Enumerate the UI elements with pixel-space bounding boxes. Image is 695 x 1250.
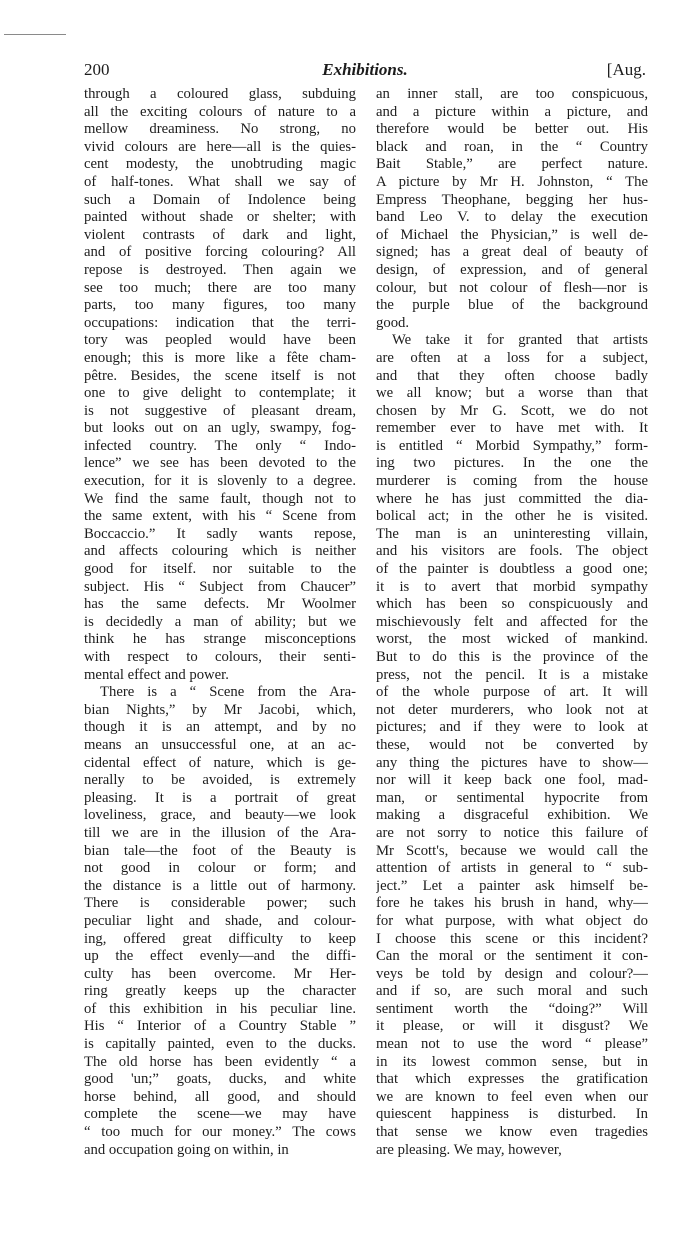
text-line: mean not to use the word “ please”	[376, 1036, 648, 1053]
text-line: see too much; there are too many	[84, 279, 356, 296]
text-line: of the painter is doubtless a good one;	[376, 561, 648, 578]
text-line: good.	[376, 314, 410, 331]
text-line: think he has strange misconceptions	[84, 631, 356, 648]
text-line: all the exciting colours of nature to a	[84, 103, 356, 120]
text-line: bolical act; in the other he is visited.	[376, 508, 648, 525]
text-line: it please, or will it disgust? We	[376, 1018, 648, 1035]
text-line: tory was peopled would have been	[84, 332, 356, 349]
text-line: mental effect and power.	[84, 666, 229, 683]
text-line: in its lowest common sense, but in	[376, 1053, 648, 1070]
text-line: signed; has a great deal of beauty of	[376, 244, 648, 261]
text-line: enough; this is more like a fête cham-	[84, 349, 356, 366]
text-line: veys be told by design and colour?—	[376, 965, 648, 982]
text-line: for what purpose, with what object do	[376, 912, 648, 929]
text-line: and of positive forcing colouring? All	[84, 244, 356, 261]
text-line: of Michael the Physician,” is well de-	[376, 226, 648, 243]
text-line: and if so, are such moral and such	[376, 983, 648, 1000]
text-line: is capitally painted, even to the ducks.	[84, 1036, 356, 1053]
text-line: though it is an attempt, and by no	[84, 719, 356, 736]
text-line: murderer is coming from the house	[376, 473, 648, 490]
text-line: mellow dreaminess. No strong, no	[84, 121, 356, 138]
text-line: of this exhibition in his peculiar line.	[84, 1000, 356, 1017]
text-line: are not sorry to notice this failure of	[376, 824, 648, 841]
text-line: the distance is a little out of harmony.	[84, 877, 356, 894]
text-line: “ too much for our money.” The cows	[84, 1124, 356, 1141]
text-line: up the effect evenly—and the diffi-	[84, 948, 356, 965]
text-line: such a Domain of Indolence being	[84, 191, 356, 208]
text-line: through a coloured glass, subduing	[84, 86, 356, 102]
text-line: is entitled “ Morbid Sympathy,” form-	[376, 437, 648, 454]
text-line: ing two pictures. In the one the	[376, 455, 648, 472]
text-line: that which expresses the gratification	[376, 1071, 648, 1088]
text-line: that sense we know even tragedies	[376, 1124, 648, 1141]
text-line: Boccaccio.” It sadly wants repose,	[84, 525, 356, 542]
text-line: it is to avert that morbid sympathy	[376, 578, 648, 595]
text-line: violent contrasts of dark and light,	[84, 226, 356, 243]
text-line: and his visitors are fools. The object	[376, 543, 648, 560]
text-line: horse behind, all good, and should	[84, 1088, 356, 1105]
text-line: where he has just committed the dia-	[376, 490, 648, 507]
text-line: pictures; and if they were to look at	[376, 719, 648, 736]
top-rule	[4, 34, 66, 35]
text-line: these, would not be converted by	[376, 736, 648, 753]
text-line: good for itself. nor suitable to the	[84, 561, 356, 578]
text-line: execution, for it is slovenly to a degree.	[84, 473, 356, 490]
text-line: and a picture within a picture, and	[376, 103, 648, 120]
text-line: I choose this scene or this incident?	[376, 930, 648, 947]
text-line: colour, but not colour of flesh—nor is	[376, 279, 648, 296]
text-line: we are known to feel even when our	[376, 1088, 648, 1105]
text-line: any thing the pictures have to show—	[376, 754, 648, 771]
text-line: and that they often choose badly	[376, 367, 648, 384]
text-line: repose is destroyed. Then again we	[84, 261, 356, 278]
text-line: Empress Theophane, begging her hus-	[376, 191, 648, 208]
text-line: band Leo V. to delay the execution	[376, 209, 648, 226]
text-line: Mr Scott's, because we would call the	[376, 842, 648, 859]
text-line: therefore would be better out. His	[376, 121, 648, 138]
text-line: are often at a loss for a subject,	[376, 349, 648, 366]
text-line: of the whole purpose of art. It will	[376, 684, 648, 701]
text-line: nerally to be avoided, is extremely	[84, 772, 356, 789]
text-line: the same extent, with his “ Scene from	[84, 508, 356, 525]
text-line: pêtre. Besides, the scene itself is not	[84, 367, 356, 384]
right-column	[376, 86, 648, 1159]
text-line: Bait Stable,” are perfect nature.	[376, 156, 648, 173]
text-line: His “ Interior of a Country Stable ”	[84, 1018, 356, 1035]
text-line: is decidedly a man of ability; but we	[84, 613, 356, 630]
text-line: ring greatly keeps up the character	[84, 983, 356, 1000]
text-line: worst, the most wicked of mankind.	[376, 631, 648, 648]
text-line: remember ever to have met with. It	[376, 420, 648, 437]
page-number: 200	[84, 60, 110, 79]
text-line: pleasing. It is a portrait of great	[84, 789, 356, 806]
text-line: But to do this is the province of the	[376, 649, 648, 665]
left-column	[84, 86, 356, 1159]
text-line: is not suggestive of pleasant dream,	[84, 402, 356, 419]
text-line: of half-tones. What shall we say of	[84, 173, 356, 190]
text-line: has the same defects. Mr Woolmer	[84, 596, 356, 613]
text-line: attention of artists in general to “ sub-	[376, 860, 648, 877]
text-line: painted without shade or shelter; with	[84, 209, 356, 226]
text-line: peculiar light and shade, and colour-	[84, 912, 356, 929]
text-line: The man is an uninteresting villain,	[376, 525, 648, 542]
text-line: black and roan, in the “ Country	[376, 138, 648, 155]
text-line: an inner stall, are too conspicuous,	[376, 86, 648, 102]
text-line: sentiment worth the “doing?” Will	[376, 1000, 648, 1017]
text-line: the purple blue of the background	[376, 297, 648, 314]
text-line: not good in colour or form; and	[84, 860, 356, 877]
text-line: mischievously felt and affected for the	[376, 613, 648, 630]
running-title: Exhibitions.	[322, 60, 408, 79]
text-line: man, or sentimental hypocrite from	[376, 789, 648, 806]
text-line: subject. His “ Subject from Chaucer”	[84, 578, 356, 595]
text-line: ject.” Let a painter ask himself be-	[376, 877, 648, 894]
text-line: We take it for granted that artists	[392, 332, 648, 349]
text-line: good 'un;” goats, ducks, and white	[84, 1071, 356, 1088]
text-line: infected country. The only “ Indo-	[84, 437, 356, 454]
text-line: chosen by Mr G. Scott, we do not	[376, 402, 648, 419]
text-line: parts, too many figures, too many	[84, 297, 356, 314]
text-line: design, of expression, and of general	[376, 261, 648, 278]
text-line: ing, offered great difficulty to keep	[84, 930, 356, 947]
text-line: bian Nights,” by Mr Jacobi, which,	[84, 701, 356, 718]
text-line: and affects colouring which is neither	[84, 543, 356, 560]
text-line: We find the same fault, though not to	[84, 490, 356, 507]
running-date: [Aug.	[606, 60, 646, 79]
text-line: but looks out on an ugly, swampy, fog-	[84, 420, 356, 437]
text-line: culty has been overcome. Mr Her-	[84, 965, 356, 982]
text-line: vivid colours are here—all is the quies-	[84, 138, 356, 155]
text-line: we all know; but a worse than that	[376, 385, 648, 402]
text-line: one to give delight to contemplate; it	[84, 385, 356, 402]
text-line: making a disgraceful exhibition. We	[376, 807, 648, 824]
text-line: lence” we see has been devoted to the	[84, 455, 356, 472]
text-line: complete the scene—we may have	[84, 1106, 356, 1123]
text-line: which has been so conspicuously and	[376, 596, 648, 613]
text-line: fore he takes his brush in hand, why—	[376, 895, 648, 912]
text-line: are pleasing. We may, however,	[376, 1141, 562, 1158]
text-line: The old horse has been evidently “ a	[84, 1053, 356, 1070]
text-line: means an unsuccessful one, at an ac-	[84, 736, 356, 753]
text-line: bian tale—the foot of the Beauty is	[84, 842, 356, 859]
text-line: A picture by Mr H. Johnston, “ The	[376, 173, 648, 190]
text-line: nor will it keep back one fool, mad-	[376, 772, 648, 789]
text-line: press, not the pencil. It is a mistake	[376, 666, 648, 683]
text-line: cent modesty, the unobtruding magic	[84, 156, 356, 173]
text-line: cidental effect of nature, which is ge-	[84, 754, 356, 771]
text-line: till we are in the illusion of the Ara-	[84, 824, 356, 841]
text-line: quiescent happiness is disturbed. In	[376, 1106, 648, 1123]
page-header	[84, 60, 646, 84]
text-line: loveliness, grace, and beauty—we look	[84, 807, 356, 824]
text-line: with respect to colours, their senti-	[84, 649, 356, 665]
text-line: not deter murderers, who look not at	[376, 701, 648, 718]
text-line: and occupation going on within, in	[84, 1141, 289, 1158]
text-line: occupations: indication that the terri-	[84, 314, 356, 331]
text-line: There is a “ Scene from the Ara-	[100, 684, 356, 701]
text-line: There is considerable power; such	[84, 895, 356, 912]
text-line: Can the moral or the sentiment it con-	[376, 948, 648, 965]
